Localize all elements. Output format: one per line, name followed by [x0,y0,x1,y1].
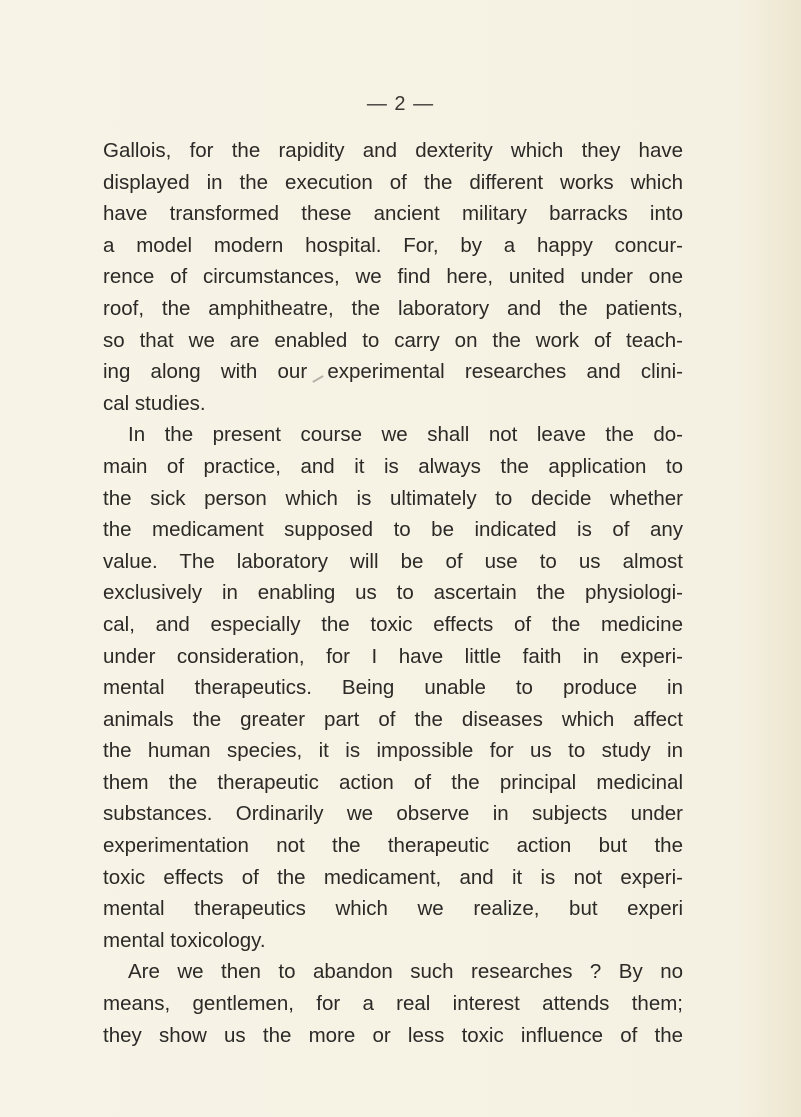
text-line: displayed in the execution of the different works which [103,170,683,194]
text-line: a model modern hospital. For, by a happy concur- [103,233,683,257]
text-line: ing along with our experimental researches and clini- [103,360,683,384]
text-line: the medicament supposed to be indicated is of any [103,518,683,542]
text-line: rence of circumstances, we find here, united under one [103,265,683,289]
text-line: In the present course we shall not leave the do- [128,423,683,447]
text-line: so that we are enabled to carry on the work of teach- [103,328,683,352]
text-line: mental toxicology. [103,928,266,952]
text-line: means, gentlemen, for a real interest attends them; [103,992,683,1016]
text-line: they show us the more or less toxic influence of the [103,1023,683,1047]
text-line: main of practice, and it is always the application to [103,454,683,478]
text-line: exclusively in enabling us to ascertain the physiologi- [103,581,683,605]
text-line: mental therapeutics which we realize, but experi [103,897,683,921]
text-line: them the therapeutic action of the principal medicinal [103,770,683,794]
text-line: value. The laboratory will be of use to us almost [103,549,683,573]
text-line: have transformed these ancient military barracks into [103,202,683,226]
text-line: substances. Ordinarily we observe in subjects under [103,802,683,826]
text-line: the human species, it is impossible for us to study in [103,739,683,763]
text-line: under consideration, for I have little faith in experi- [103,644,683,668]
text-line: toxic effects of the medicament, and it is not experi- [103,865,683,889]
text-line: animals the greater part of the diseases which affect [103,707,683,731]
text-line: experimentation not the therapeutic action but the [103,834,683,858]
text-line: Are we then to abandon such researches ? By no [128,960,683,984]
page-number: — 2 — [366,93,435,115]
text-line: Gallois, for the rapidity and dexterity which they have [103,139,683,162]
text-line: roof, the amphitheatre, the laboratory and the patients, [103,296,683,320]
text-line: mental therapeutics. Being unable to produce in [103,676,683,700]
text-line: the sick person which is ultimately to decide whether [103,486,683,510]
text-line: cal, and especially the toxic effects of the medicine [103,612,683,636]
body-text [103,135,683,1051]
text-line: cal studies. [103,391,206,415]
